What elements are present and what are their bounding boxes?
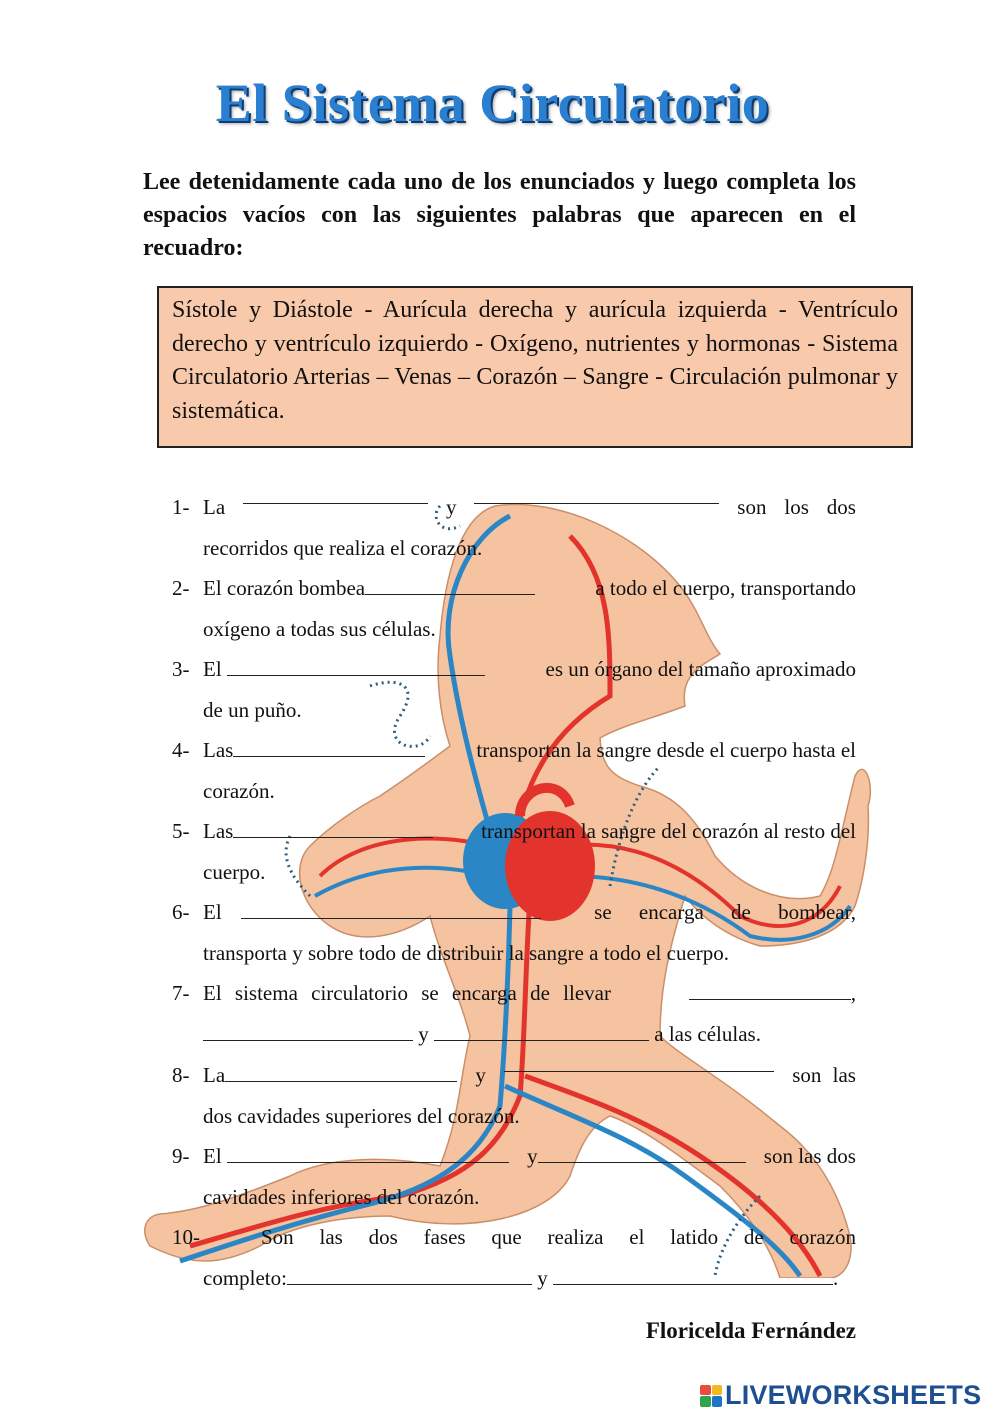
- question-text: son: [737, 495, 767, 519]
- answer-blank[interactable]: [287, 1268, 532, 1285]
- question-text: transportan la sangre desde el cuerpo hasta el: [476, 738, 856, 762]
- question-text: dos: [826, 495, 856, 519]
- answer-blank[interactable]: [225, 1065, 457, 1082]
- question-text: Son las dos fases que realiza el latido de corazón: [261, 1225, 856, 1249]
- question-text: El corazón bombea: [203, 576, 366, 600]
- question-text: y: [418, 1022, 429, 1046]
- question-7: [172, 973, 856, 1055]
- question-text: son las dos: [763, 1144, 856, 1168]
- word-bank-text: Sístole y Diástole - Aurícula derecha y aurícula izquierda - Ventrículo derecho y ventrículo izquierdo - Oxígeno, nutrientes y hormonas - Sistema Circulatorio Arterias – Venas – Corazón – Sangre - Circulación pulmonar y sistemática.: [172, 297, 898, 424]
- question-number: 6-: [172, 900, 190, 924]
- answer-blank[interactable]: [243, 487, 428, 504]
- question-9: [172, 1136, 856, 1218]
- question-text: corazón.: [203, 779, 275, 803]
- question-text: y: [445, 495, 457, 519]
- question-number: 7-: [172, 981, 190, 1005]
- question-text: cavidades inferiores del corazón.: [203, 1185, 480, 1209]
- answer-blank[interactable]: [227, 659, 485, 676]
- page-title: El Sistema Circulatorio: [215, 73, 770, 133]
- word-bank-box: [157, 286, 913, 448]
- answer-blank[interactable]: [504, 1055, 774, 1072]
- question-number: 1-: [172, 495, 190, 519]
- question-text: es un órgano del tamaño aproximado: [545, 657, 856, 681]
- question-text: transportan la sangre del corazón al resto del: [481, 819, 856, 843]
- question-text: La: [203, 1063, 226, 1087]
- question-number: 2-: [172, 576, 190, 600]
- brand-text: LIVEWORKSHEETS: [725, 1380, 982, 1410]
- question-text: y: [527, 1144, 538, 1168]
- question-1: [172, 487, 856, 569]
- question-number: 9-: [172, 1144, 190, 1168]
- answer-blank[interactable]: [434, 1024, 649, 1041]
- question-10: [172, 1217, 856, 1299]
- question-text: oxígeno a todas sus células.: [203, 617, 436, 641]
- question-number: 3-: [172, 657, 190, 681]
- question-text: a todo el cuerpo, transportando: [595, 576, 856, 600]
- question-text: El: [203, 900, 222, 924]
- question-text: transporta y sobre todo de distribuir la sangre a todo el cuerpo.: [203, 941, 730, 965]
- question-text: Las: [203, 738, 234, 762]
- answer-blank[interactable]: [241, 902, 541, 919]
- question-4: [172, 730, 856, 812]
- question-text: y: [475, 1063, 486, 1087]
- question-number: 8-: [172, 1063, 190, 1087]
- answer-blank[interactable]: [365, 578, 535, 595]
- question-text: completo:: [203, 1266, 287, 1290]
- question-text: son las: [792, 1063, 856, 1087]
- answer-blank[interactable]: [203, 1024, 413, 1041]
- question-text: a las células.: [654, 1022, 761, 1046]
- question-text: dos cavidades superiores del corazón.: [203, 1104, 520, 1128]
- question-text: los: [784, 495, 809, 519]
- question-8: [172, 1055, 856, 1137]
- question-text: de un puño.: [203, 698, 302, 722]
- liveworksheets-logo-icon: [700, 1385, 722, 1407]
- answer-blank[interactable]: [538, 1146, 746, 1163]
- question-text: cuerpo.: [203, 860, 266, 884]
- answer-blank[interactable]: [233, 740, 425, 757]
- question-text: La: [203, 495, 226, 519]
- question-text: Las: [203, 819, 234, 843]
- question-text: ,: [850, 981, 856, 1005]
- author-name: Floricelda Fernández: [645, 1318, 856, 1343]
- answer-blank[interactable]: [233, 821, 433, 838]
- instructions-text: Lee detenidamente cada uno de los enunciados y luego completa los espacios vacíos con las siguientes palabras que aparecen en el recuadro:: [143, 169, 856, 261]
- question-2: [172, 568, 856, 650]
- answer-blank[interactable]: [474, 487, 719, 504]
- question-text: El: [203, 657, 222, 681]
- question-text: .: [832, 1266, 839, 1290]
- question-3: [172, 649, 856, 731]
- question-text: El sistema circulatorio se encarga de llevar: [203, 981, 611, 1005]
- question-6: [172, 892, 856, 974]
- liveworksheets-brand: [700, 1380, 981, 1411]
- answer-blank[interactable]: [689, 983, 851, 1000]
- question-text: se encarga de bombear,: [594, 900, 856, 924]
- question-text: recorridos que realiza el corazón.: [203, 536, 483, 560]
- question-number: 5-: [172, 819, 190, 843]
- answer-blank[interactable]: [553, 1268, 833, 1285]
- question-text: El: [203, 1144, 222, 1168]
- question-5: [172, 811, 856, 893]
- question-text: y: [537, 1266, 548, 1290]
- question-number: 10-: [172, 1225, 200, 1249]
- question-number: 4-: [172, 738, 190, 762]
- answer-blank[interactable]: [227, 1146, 509, 1163]
